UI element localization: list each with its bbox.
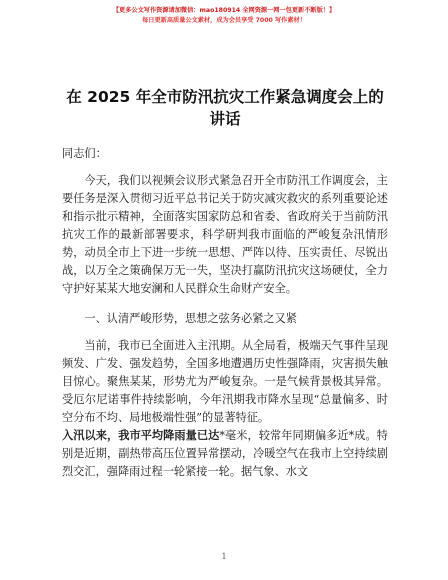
salutation: 同志们：	[62, 147, 107, 160]
paragraph-situation-text: 当前，我市已全面进入主汛期。从全局看，极端天气事件呈现频发、广发、强发趋势，全国多地遭遇历史性强降雨，灾害损失触目惊心。聚焦某某，形势尤为严峻复杂。一是气候背景极其异常。受厄尔尼诺事件持续影响，今年汛期我市降水呈现“总量偏多、时空分布不均、局地极端性强”的显著特征。	[62, 339, 388, 424]
paragraph-situation	[62, 337, 388, 427]
document-title: 在 2025 年全市防汛抗灾工作紧急调度会上的讲话	[66, 88, 384, 128]
section-heading-1: 一、认清严峻形势，思想之弦务必紧之又紧	[84, 312, 297, 325]
document-page	[62, 86, 388, 481]
rainfall-rest: *毫米，较常年同期偏多近*成。特别是近期，副热带高压位置异常摆动，冷暖空气在我市上空持续剧烈交汇，强降雨过程一轮紧接一轮。据气象、水文	[62, 429, 388, 478]
paragraph-rainfall	[62, 427, 388, 481]
promo-banner-line2: 每日更新高质量公文素材，成为会员享受 7000 写作素材！	[142, 17, 306, 24]
rainfall-bold: 我市平均降雨量已达	[118, 429, 220, 442]
promo-banner-line1: 【更多公文写作资源请加微信：mao180914 全网资源一网一包更新不断版！】	[112, 7, 336, 14]
page-number: 1	[221, 552, 227, 561]
paragraph-intro: 今天，我们以视频会议形式紧急召开全市防汛工作调度会，主要任务是深入贯彻习近平总书记关于防灾减灾救灾的系列重要论述和指示批示精神，全面落实国家防总和省委、省政府关于当前防汛抗灾工作的最新部署要求，科学研判我市面临的严峻复杂汛情形势，动员全市上下进一步统一思想、严阵以待、压实责任、尽锐出战，以万全之策确保万无一失，坚决打赢防汛抗灾这场硬仗，全力守护好某某大地安澜和人民群众生命财产安全。	[62, 174, 388, 295]
promo-banner	[0, 6, 448, 26]
rainfall-lead: 入汛以来，	[62, 429, 119, 442]
